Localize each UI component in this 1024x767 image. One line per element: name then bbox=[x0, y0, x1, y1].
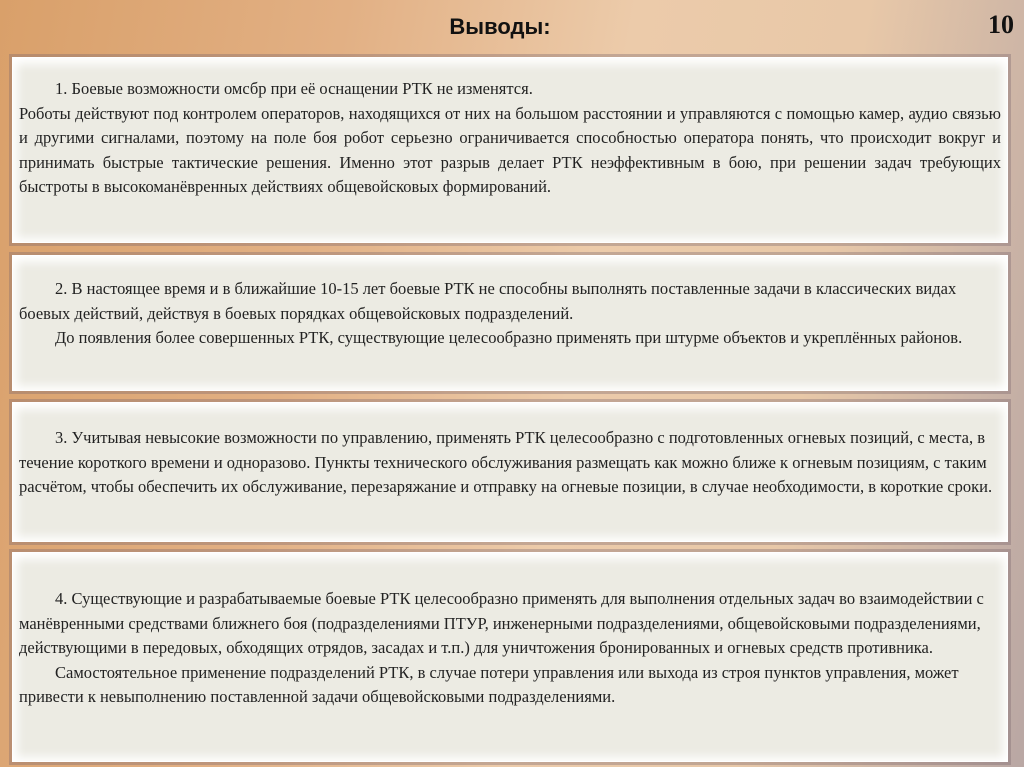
conclusion-1-body: Роботы действуют под контролем операторов, находящихся от них на большом расстоянии и управляются с помощью камер, аудио связью и другими сигналами, поэтому на поле боя робот серьезно ограничивается способностью оператора понять, что происходит вокруг и принимать быстрые тактические решения. Именно этот разрыв делает РТК неэффективным в бою, при решении задач требующих быстроты в высокоманёвренных действиях общевойсковых формирований. bbox=[19, 103, 1001, 196]
conclusion-4-paragraph-1: 4. Существующие и разрабатываемые боевые РТК целесообразно применять для выполнения отдельных задач во взаимодействии с манёвренными средствами ближнего боя (подразделениями ПТУР, инженерными подразделениями, общевойсковыми подразделениями, действующими в передовых, обходящих отрядов, засадах и т.п.) для уничтожения бронированных и огневых средств противника. bbox=[19, 589, 984, 657]
conclusion-1-heading: 1. Боевые возможности омсбр при её оснащении РТК не изменятся. bbox=[55, 79, 533, 98]
conclusion-4-paragraph-2: Самостоятельное применение подразделений РТК, в случае потери управления или выхода из строя пунктов управления, может привести к невыполнению поставленной задачи общевойсковыми подразделениями. bbox=[19, 662, 959, 706]
conclusion-box-4 bbox=[12, 552, 1008, 762]
conclusion-box-2 bbox=[12, 255, 1008, 391]
slide-title: Выводы: bbox=[449, 14, 551, 39]
conclusion-2-paragraph-2: До появления более совершенных РТК, существующие целесообразно применять при штурме объектов и укреплённых районов. bbox=[55, 328, 963, 347]
conclusion-box-3 bbox=[12, 402, 1008, 542]
page-number: 10 bbox=[988, 10, 1014, 39]
conclusion-box-1 bbox=[12, 57, 1008, 243]
conclusion-2-paragraph-1: 2. В настоящее время и в ближайшие 10-15 лет боевые РТК не способны выполнять поставленные задачи в классических видах боевых действий, действуя в боевых порядках общевойсковых подразделений. bbox=[19, 279, 957, 323]
conclusion-3-paragraph-1: 3. Учитывая невысокие возможности по управлению, применять РТК целесообразно с подготовленных огневых позиций, с места, в течение короткого времени и одноразово. Пункты технического обслуживания размещать как можно ближе к огневым позициям, с таким расчётом, чтобы обеспечить их обслуживание, перезаряжание и отправку на огневые позиции, в случае необходимости, в короткие сроки. bbox=[19, 428, 993, 496]
